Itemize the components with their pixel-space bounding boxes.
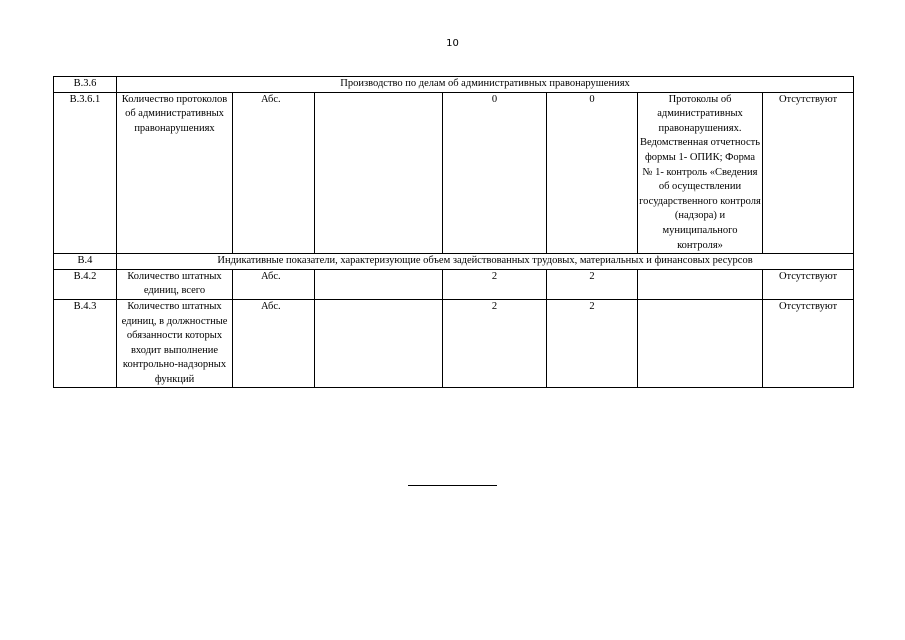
row-code: В.3.6.1 (54, 92, 117, 254)
footer-divider (408, 485, 497, 486)
row-unit: Абс. (233, 299, 315, 388)
row-value2: 2 (547, 299, 638, 388)
row-code: В.4.3 (54, 299, 117, 388)
section-code: В.4 (54, 254, 117, 270)
row-col4 (315, 92, 443, 254)
row-value1: 2 (443, 269, 547, 299)
row-value1: 2 (443, 299, 547, 388)
section-row (54, 77, 854, 93)
row-value2: 2 (547, 269, 638, 299)
table-row (54, 92, 854, 254)
row-name: Количество протоколов об административных правонарушениях (117, 92, 233, 254)
row-remark: Отсутствуют (763, 92, 854, 254)
row-unit: Абс. (233, 269, 315, 299)
indicators-table (53, 76, 854, 388)
row-unit: Абс. (233, 92, 315, 254)
table-row (54, 299, 854, 388)
table-row (54, 269, 854, 299)
row-name: Количество штатных единиц, в должностные обязанности которых входит выполнение контрольно-надзорных функций (117, 299, 233, 388)
row-source (638, 299, 763, 388)
row-col4 (315, 299, 443, 388)
section-title: Производство по делам об административных правонарушениях (117, 77, 854, 93)
row-col4 (315, 269, 443, 299)
row-remark: Отсутствуют (763, 269, 854, 299)
page-number: 10 (446, 38, 459, 49)
section-title: Индикативные показатели, характеризующие объем задействованных трудовых, материальных и финансовых ресурсов (117, 254, 854, 270)
row-value1: 0 (443, 92, 547, 254)
row-remark: Отсутствуют (763, 299, 854, 388)
row-source (638, 269, 763, 299)
section-code: В.3.6 (54, 77, 117, 93)
section-row (54, 254, 854, 270)
row-source: Протоколы об административных правонарушениях. Ведомственная отчетность формы 1- ОПИК; Форма № 1- контроль «Сведения об осуществлении государственного контроля (надзора) и муниципального контроля» (638, 92, 763, 254)
row-value2: 0 (547, 92, 638, 254)
row-code: В.4.2 (54, 269, 117, 299)
row-name: Количество штатных единиц, всего (117, 269, 233, 299)
